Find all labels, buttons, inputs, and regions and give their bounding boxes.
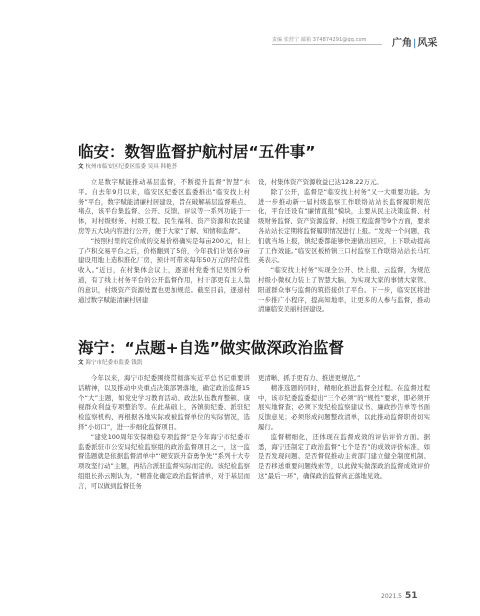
article1-byline (78, 162, 177, 170)
article2-title: 海宁：“点题+自选”做实做深政治监督 (78, 339, 344, 357)
issue-date: 2021.5 (381, 593, 402, 600)
article2-column-right (258, 374, 430, 482)
article1-byline-tag: 文 (78, 164, 84, 170)
article1-paragraph: 除了公开，监督是“临安找上村务”又一大重要功能。为进一步推动新一届村级监察工作联络站站长监督履职规范化，平台还设有“廉情直报”模块，主要从民主决策监督、村级财务监督、资产资源监督、村级工程监督等9个方面，要求各站站长定期将监督履职情况进行上报。“发现一个问题，我们就当场上报，镇纪委都能够快速做出回应，上下联动提高了工作效能。”临安区板桥镇三口村监察工作联络站站长马红英表示。 (258, 187, 430, 265)
article2-byline (78, 358, 142, 366)
article2-byline-tag: 文 (78, 360, 84, 366)
article1-paragraph: 设，村集体资产资源收益已达128.22万元。 (258, 178, 383, 186)
article2-paragraph: 监督精细化，还体现在监督成效的评估评价方面。据悉，海宁还制定了政治监督“七个是否”的成效评价标准，如是否发现问题、是否督促推动主责部门建立健全制度机制、是否移送重要问题线索等，以此做实做深政治监督成效评价这“最后一环”，确保政治监督真正落地见效。 (258, 432, 430, 480)
article2-paragraph: 精准选题的同时，精细化推进监督全过程。在监督过程中，该市纪委监委提出“三个必须”的“规性”要求，即必须开展实地督查；必须下发纪检监察建议书、廉政抄告单等书面反馈意见；必须形成问题整改清单，以此推动监督职责切实履行。 (258, 383, 430, 431)
column-title (392, 34, 437, 49)
article2-paragraph: “建党100周年安保维稳专项监督”是今年海宁市纪委市监委派驻市公安局纪检监察组的政治监督项目之一，这一监督选题就是依据监督清单中“‘硬安跃升奋勇争先’”系列十大专项攻坚行动”主题，再结合派驻监督实际而定的。该纪检监察组组长孙云刚认为，“精准化确定政治监督清单，对于基层而言，可以做到监督任务 (78, 432, 250, 490)
article2-paragraph: 更清晰、抓手更有力、推进更规范。” (258, 374, 361, 382)
article2-paragraph: 今年以来，海宁市纪委围绕贯彻落实近平总书记重要讲话精神，以及推动中央重点决策部署落地，确定政治监督15个“大”主题，如党史学习教育活动、政法队伍教育整顿、康视群众利益专项整治等。在此基础上，各镇街纪委、派驻纪检监察机构、再根据各地实际或被监督单位的实际情况，选择“小切口”，进一步细化监督项目。 (78, 374, 250, 431)
article1-paragraph: “按照村里的定价成的交易价格确实是每亩200元，但上了卢积交易平台之后，价格翻到了5倍，今年我们计划在9亩建设用地上造积淮化厂房，预计可带来每年50万元的经营性收入。”近日，在村集体会议上，逐递村党委书记吴国分析道，有了线上村务平台的公开监督作用，村干部更有主人翁的意识，村级资产资源处置也更加规范。截至目前，逐递村通过数字赋能清廉村居建 (78, 236, 250, 304)
article1-paragraph: 立足数字赋能推动基层监督，不断提升监督“智慧”水平。自去年9月以来，临安区纪委区监委推出“临安找上村务”平台，数字赋能清廉村居建设，旨在破解基层监督难点、堵点，该平台集监督、公开、反馈、评议等一系列功能于一体，对村级财务、村级工程、民生福利、资产资源和农民建房等五大块内容进行公开，便于大家“了解、知情和监督”。 (78, 178, 250, 235)
article1-byline-text: 杭州市临安区纪委区监委 吴具 韩艳荟 (85, 164, 178, 170)
article1-title: 临安：数智监督护航村居“五件事” (78, 143, 316, 161)
article2-column-left (78, 374, 250, 492)
article1-column-left (78, 178, 250, 305)
article1-paragraph: “临安找上村务”实现全公开、快上报、云监督，为规范村级小微权力装上了智慧大脑，为实现大家的事情大家管、阳道群众事与监督的筑搭接供了平台。下一步，临安区将进一步推广小程序，提高知地率，让更多的人参与监督，推动清廉临安美丽村居建设。 (258, 266, 430, 314)
page-number: 51 (405, 591, 418, 601)
article2-byline-text: 海宁市纪委市监委 钱凯 (85, 360, 143, 366)
column-label: 广角 (392, 38, 412, 49)
header-meta: 责编 张舒宁 邮箱 374874291@qq.com (272, 37, 367, 43)
page-footer (381, 591, 418, 601)
column-label-secondary: 风采 (417, 38, 438, 49)
header-rule (272, 44, 382, 45)
article1-column-right (258, 178, 430, 315)
column-separator: | (413, 38, 417, 49)
